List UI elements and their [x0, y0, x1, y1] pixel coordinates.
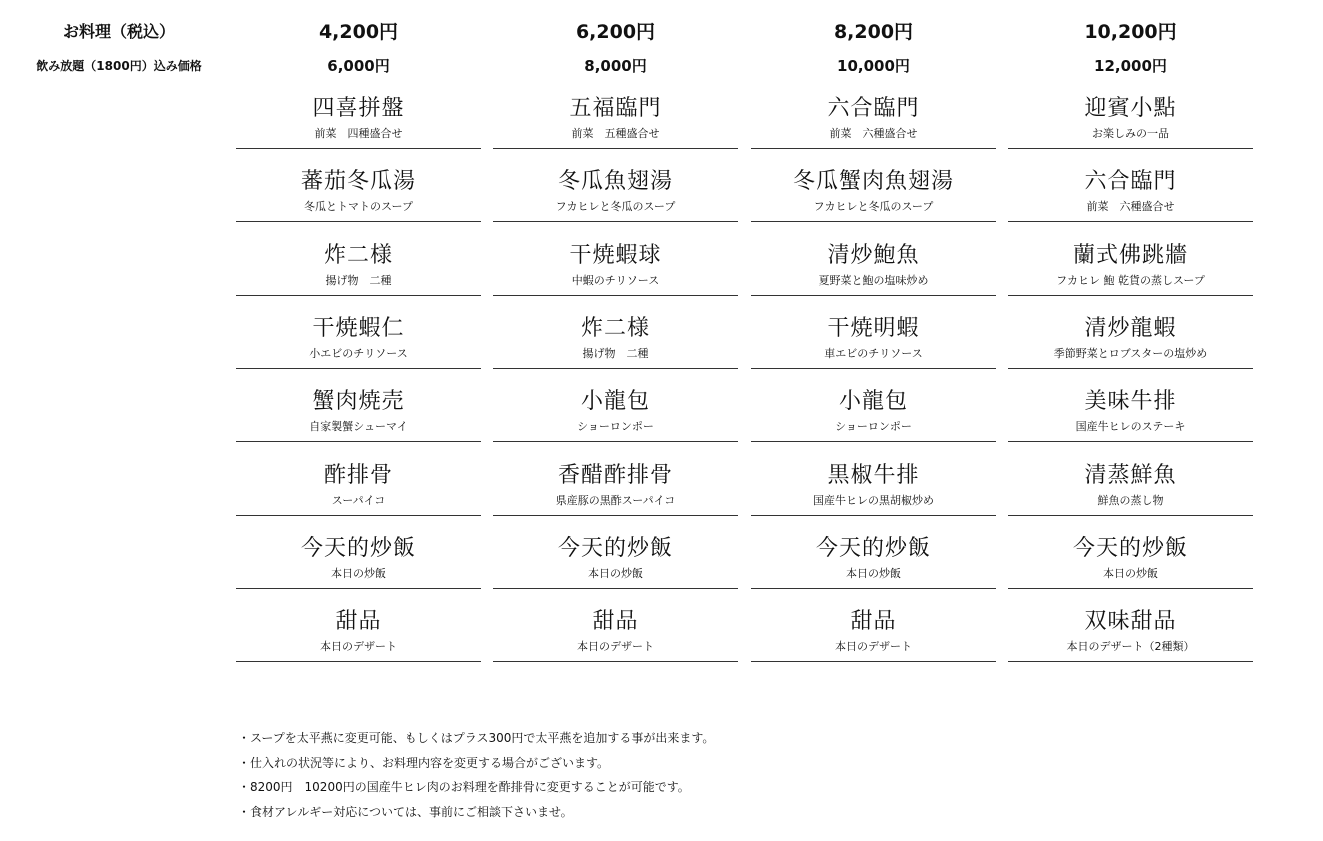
dish-name: 蘭式佛跳牆 [1072, 242, 1188, 268]
dish-description: 国産牛ヒレの黒胡椒炒め [813, 493, 934, 507]
dish-name: 清蒸鮮魚 [1084, 462, 1177, 488]
dish-item [236, 460, 481, 516]
dish-name: 甜品 [335, 609, 382, 635]
dish-item [493, 240, 738, 296]
dish-name: 今天的炒飯 [557, 535, 673, 561]
dish-name: 甜品 [592, 609, 639, 635]
dish-name: 四喜拼盤 [312, 96, 405, 121]
dish-item [236, 533, 481, 589]
dish-description: 本日の炒飯 [1103, 566, 1158, 580]
dish-item [236, 313, 481, 369]
dish-description: 季節野菜とロブスターの塩炒め [1053, 346, 1208, 360]
dish-description: フカヒレと冬瓜のスープ [555, 200, 676, 214]
note-line: ・仕入れの状況等により、お料理内容を変更する場合がございます。 [238, 755, 610, 770]
dish-description: 揚げ物 二種 [582, 346, 649, 360]
dish-item [1008, 93, 1253, 149]
dish-description: ショーロンポー [835, 420, 912, 434]
dish-item [1008, 533, 1253, 589]
dish-description: 冬瓜とトマトのスープ [304, 200, 413, 214]
dish-description: 本日の炒飯 [331, 566, 386, 580]
dish-description: 国産牛ヒレのステーキ [1075, 420, 1186, 434]
note-line: ・8200円 10200円の国産牛ヒレ肉のお料理を酢排骨に変更することが可能です。 [238, 780, 690, 794]
dish-name: 蟹肉焼売 [312, 389, 405, 415]
dish-name: 冬瓜魚翅湯 [557, 169, 673, 195]
dish-name: 今天的炒飯 [815, 535, 931, 561]
dish-item [1008, 313, 1253, 369]
dish-item [751, 606, 996, 662]
dish-item [1008, 166, 1253, 222]
dish-description: 本日のデザート [835, 640, 912, 654]
course-price: 10,200円 [1084, 21, 1177, 43]
dish-item [493, 533, 738, 589]
dish-item [493, 313, 738, 369]
dish-item [751, 240, 996, 296]
dish-item [493, 166, 738, 222]
dish-name: 迎賓小點 [1084, 96, 1177, 121]
dish-item [751, 313, 996, 369]
notes [238, 726, 1138, 824]
dish-description: フカヒレ 鮑 乾貨の蒸しスープ [1056, 273, 1205, 287]
dish-name: 六合臨門 [827, 96, 920, 121]
dish-description: 夏野菜と鮑の塩味炒め [818, 273, 929, 287]
dish-description: 前菜 六種盛合せ [1086, 200, 1175, 214]
dish-description: 本日の炒飯 [846, 566, 901, 580]
dish-name: 蕃茄冬瓜湯 [300, 169, 416, 195]
dish-name: 甜品 [850, 609, 897, 635]
dish-name: 小龍包 [580, 389, 650, 415]
dish-description: ショーロンポー [577, 420, 654, 434]
dish-name: 小龍包 [838, 389, 908, 415]
course-price: 6,200円 [575, 21, 656, 43]
dish-name: 干焼明蝦 [827, 315, 920, 341]
dish-name: 清炒鮑魚 [827, 242, 920, 268]
dish-description: スーパイコ [331, 493, 386, 507]
dish-description: 本日のデザート [577, 640, 654, 654]
dish-description: 揚げ物 二種 [325, 273, 392, 287]
dish-name: 冬瓜蟹肉魚翅湯 [792, 169, 954, 195]
dish-name: 五福臨門 [569, 96, 662, 121]
dish-description: 前菜 四種盛合せ [314, 127, 403, 140]
dish-description: お楽しみの一品 [1092, 127, 1169, 140]
dish-description: 本日のデザート [320, 640, 397, 654]
course-price: 8,200円 [833, 21, 914, 43]
course-drink-price: 10,000円 [837, 57, 910, 75]
dish-item [493, 93, 738, 149]
dish-item [236, 93, 481, 149]
course-price: 4,200円 [318, 21, 399, 43]
dish-description: フカヒレと冬瓜のスープ [813, 200, 934, 214]
dish-item [751, 166, 996, 222]
dish-name: 酢排骨 [323, 462, 393, 488]
dish-name: 干焼蝦球 [569, 242, 662, 268]
dish-name: 六合臨門 [1084, 169, 1177, 195]
dish-description: 車エビのチリソース [824, 346, 923, 360]
dish-name: 清炒龍蝦 [1084, 315, 1177, 341]
dish-description: 県産豚の黒酢スーパイコ [555, 493, 676, 507]
dish-name: 干焼蝦仁 [312, 315, 405, 341]
dish-item [493, 460, 738, 516]
dish-description: 自家製蟹シューマイ [309, 420, 408, 434]
dish-item [751, 386, 996, 442]
price-row-label: お料理（税込） [62, 22, 175, 41]
dish-name: 今天的炒飯 [1072, 535, 1188, 561]
dish-item [236, 166, 481, 222]
dish-item [1008, 386, 1253, 442]
dish-description: 鮮魚の蒸し物 [1097, 493, 1164, 507]
note-line: ・食材アレルギー対応については、事前にご相談下さいませ。 [238, 804, 573, 819]
dish-name: 炸二様 [323, 242, 393, 268]
dish-description: 本日の炒飯 [588, 566, 643, 580]
dish-description: 小エビのチリソース [309, 346, 408, 360]
dish-description: 本日のデザート（2種類） [1066, 640, 1195, 654]
course-drink-price: 12,000円 [1094, 57, 1167, 75]
note-line: ・スープを太平燕に変更可能、もしくはプラス300円で太平燕を追加する事が出来ます。 [238, 731, 715, 745]
dish-item [1008, 460, 1253, 516]
dish-description: 前菜 五種盛合せ [571, 127, 660, 140]
dish-item [1008, 606, 1253, 662]
dish-description: 前菜 六種盛合せ [829, 127, 918, 140]
dish-description: 中蝦のチリソース [571, 273, 660, 287]
dish-name: 炸二様 [580, 315, 650, 341]
course-drink-price: 8,000円 [584, 57, 647, 75]
dish-item [751, 533, 996, 589]
dish-item [751, 93, 996, 149]
drink-price-row-label: 飲み放題（1800円）込み価格 [36, 59, 202, 73]
dish-item [493, 386, 738, 442]
dish-item [236, 386, 481, 442]
dish-item [493, 606, 738, 662]
dish-name: 双味甜品 [1084, 609, 1177, 635]
dish-item [1008, 240, 1253, 296]
dish-name: 美味牛排 [1084, 389, 1177, 415]
dish-item [236, 606, 481, 662]
dish-name: 黒椒牛排 [827, 462, 920, 488]
dish-name: 香醋酢排骨 [557, 462, 673, 488]
dish-item [751, 460, 996, 516]
course-drink-price: 6,000円 [327, 57, 390, 75]
dish-item [236, 240, 481, 296]
dish-name: 今天的炒飯 [300, 535, 416, 561]
